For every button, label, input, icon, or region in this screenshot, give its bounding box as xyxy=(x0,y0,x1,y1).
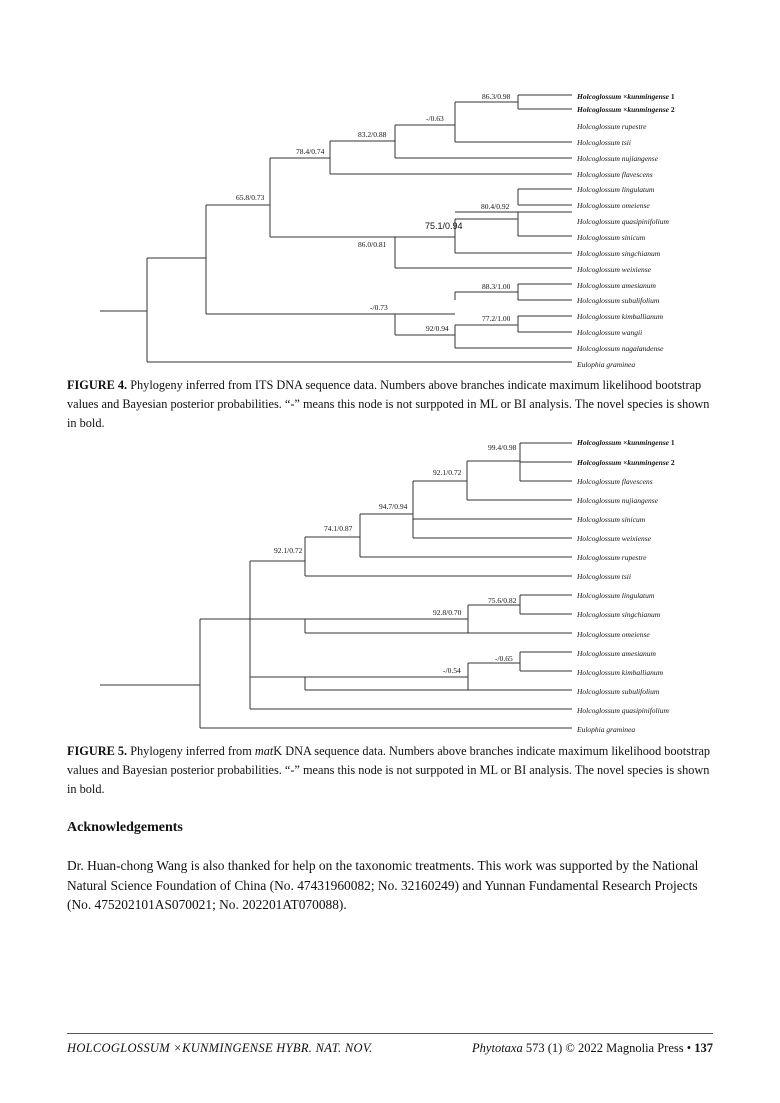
tip-label: Holcoglossum ×kunmingense 2 xyxy=(577,458,675,467)
support-value: 92.1/0.72 xyxy=(274,546,303,555)
support-value: 75.6/0.82 xyxy=(488,596,517,605)
acknowledgements-heading: Acknowledgements xyxy=(67,820,183,835)
tip-label: Holcoglossum wangii xyxy=(577,328,643,337)
support-value: 92.8/0.70 xyxy=(433,608,462,617)
tip-label: Eulophia graminea xyxy=(577,725,636,734)
tip-label: Holcoglossum sinicum xyxy=(577,515,646,524)
figure-4-phylogenetic-tree xyxy=(0,0,780,380)
tip-label: Holcoglossum quasipinifolium xyxy=(577,706,669,715)
journal-citation: Phytotaxa 573 (1) © 2022 Magnolia Press • 137 xyxy=(472,1041,713,1055)
tip-label: Holcoglossum tsii xyxy=(577,572,631,581)
support-value: 74.1/0.87 xyxy=(324,524,353,533)
support-value: -/0.73 xyxy=(370,303,388,312)
tip-label: Holcoglossum singchianum xyxy=(577,249,661,258)
tip-label: Eulophia graminea xyxy=(577,360,636,369)
tip-label: Holcoglossum kimballianum xyxy=(577,312,664,321)
acknowledgements-text: Dr. Huan-chong Wang is also thanked for help on the taxonomic treatments. This work was supported by the National Natural Science Foundation of China (No. 47431960082; No. 32160249) and Yunnan Fundamental Research Projects (No. 475202101AS070021; No. 202201AT070088). xyxy=(67,858,699,912)
tip-label: Holcoglossum nujiangense xyxy=(577,154,659,163)
support-value: 94.7/0.94 xyxy=(379,502,408,511)
support-value: -/0.63 xyxy=(426,114,444,123)
tip-label: Holcoglossum nagalandense xyxy=(577,344,664,353)
tip-label: Holcoglossum flavescens xyxy=(577,170,653,179)
tip-label: Holcoglossum rupestre xyxy=(577,122,647,131)
support-value: 75.1/0.94 xyxy=(425,221,463,231)
support-value: 86.3/0.98 xyxy=(482,92,511,101)
tip-label: Holcoglossum quasipinifolium xyxy=(577,217,669,226)
tip-label: Holcoglossum singchianum xyxy=(577,610,661,619)
tip-label: Holcoglossum omeiense xyxy=(577,630,650,639)
tip-label: Holcoglossum nujiangense xyxy=(577,496,659,505)
tip-label: Holcoglossum weixiense xyxy=(577,265,651,274)
tip-label: Holcoglossum ×kunmingense 2 xyxy=(577,105,675,114)
tip-label: Holcoglossum tsii xyxy=(577,138,631,147)
tip-label: Holcoglossum flavescens xyxy=(577,477,653,486)
support-value: 88.3/1.00 xyxy=(482,282,511,291)
tip-label: Holcoglossum kimballianum xyxy=(577,668,664,677)
figure-5-phylogenetic-tree xyxy=(0,420,780,740)
tip-label: Holcoglossum lingulatum xyxy=(577,591,655,600)
support-value: 99.4/0.98 xyxy=(488,443,517,452)
tip-label: Holcoglossum rupestre xyxy=(577,553,647,562)
support-value: -/0.54 xyxy=(443,666,461,675)
support-value: 65.8/0.73 xyxy=(236,193,265,202)
support-value: 92.1/0.72 xyxy=(433,468,462,477)
tip-label: Holcoglossum amesianum xyxy=(577,281,656,290)
figure-4-caption: FIGURE 4. Phylogeny inferred from ITS DNA sequence data. Numbers above branches indicate maximum likelihood bootstrap values and Bayesian posterior probabilities. “-” means this node is not surppoted in ML or BI analysis. The novel species is shown in bold. xyxy=(67,378,710,430)
support-value: 86.0/0.81 xyxy=(358,240,387,249)
tip-label: Holcoglossum lingulatum xyxy=(577,185,655,194)
tip-label: Holcoglossum ×kunmingense 1 xyxy=(577,438,675,447)
tip-label: Holcoglossum subulifolium xyxy=(577,296,660,305)
page-number: 137 xyxy=(694,1041,713,1055)
tip-label: Holcoglossum subulifolium xyxy=(577,687,660,696)
tip-label: Holcoglossum ×kunmingense 1 xyxy=(577,92,675,101)
support-value: 83.2/0.88 xyxy=(358,130,387,139)
support-value: 92/0.94 xyxy=(426,324,449,333)
support-value: 78.4/0.74 xyxy=(296,147,325,156)
running-title: HOLCOGLOSSUM ×KUNMINGENSE HYBR. NAT. NOV. xyxy=(67,1041,373,1055)
tip-label: Holcoglossum sinicum xyxy=(577,233,646,242)
figure-5-caption: FIGURE 5. Phylogeny inferred from matK DNA sequence data. Numbers above branches indicate maximum likelihood bootstrap values and Bayesian posterior probabilities. “-” means this node is not surppoted in ML or BI analysis. The novel species is shown in bold. xyxy=(67,744,711,796)
support-value: 80.4/0.92 xyxy=(481,202,510,211)
tip-label: Holcoglossum weixiense xyxy=(577,534,651,543)
tip-label: Holcoglossum omeiense xyxy=(577,201,650,210)
tip-label: Holcoglossum amesianum xyxy=(577,649,656,658)
support-value: 77.2/1.00 xyxy=(482,314,511,323)
support-value: -/0.65 xyxy=(495,654,513,663)
footer-divider xyxy=(67,1033,713,1034)
